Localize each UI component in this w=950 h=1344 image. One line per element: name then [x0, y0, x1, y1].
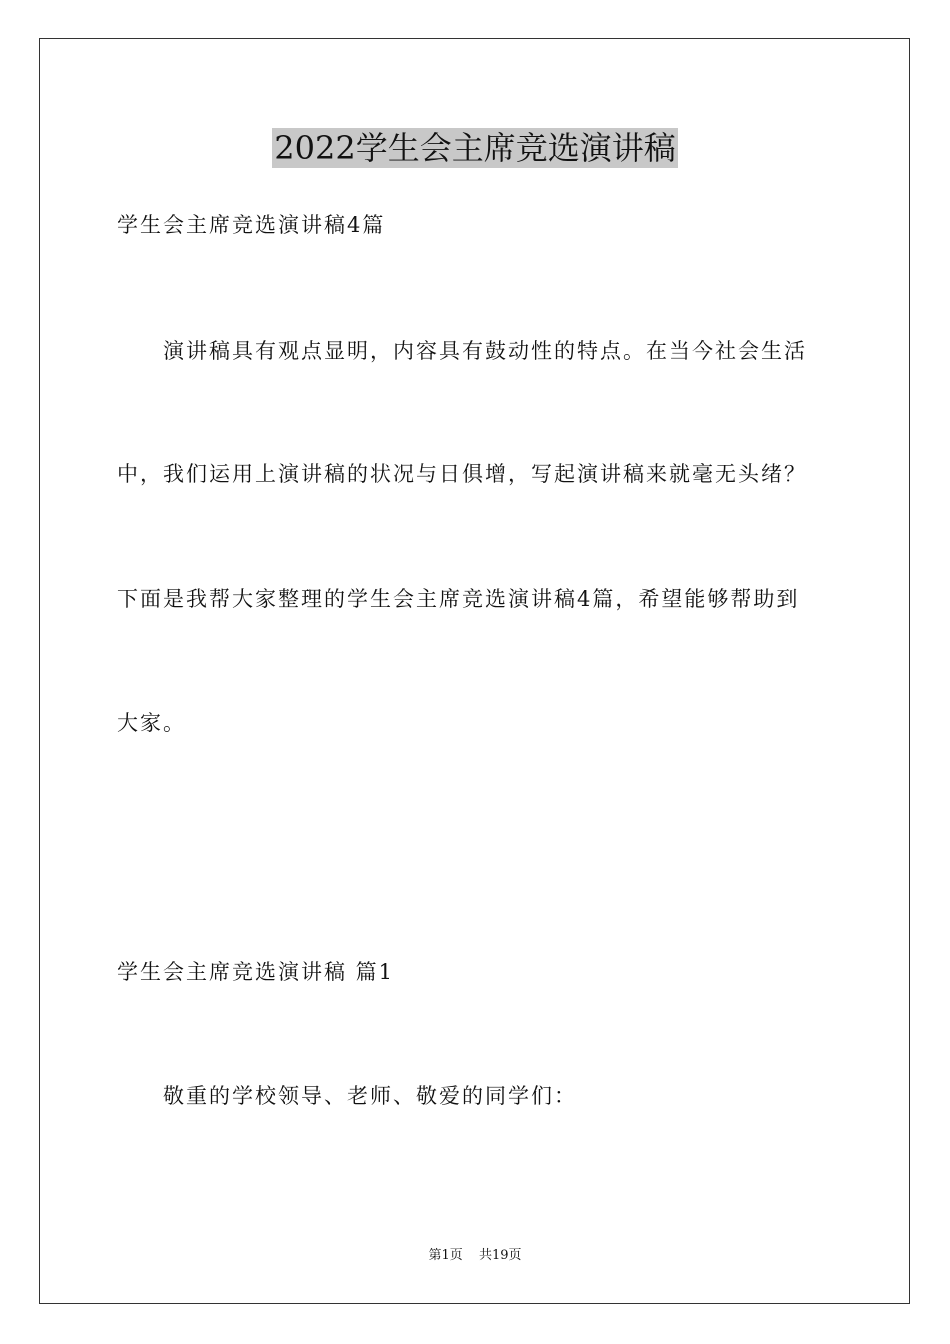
section-heading: 学生会主席竞选演讲稿 篇1 — [117, 960, 395, 984]
intro-line-3: 下面是我帮大家整理的学生会主席竞选演讲稿4篇，希望能够帮助到 — [117, 587, 800, 611]
page-footer — [0, 1247, 950, 1265]
page-total: 共19页 — [478, 1248, 522, 1263]
page-number: 第1页 — [428, 1248, 463, 1263]
intro-line-4: 大家。 — [117, 711, 186, 735]
title-container — [0, 128, 950, 168]
salutation: 敬重的学校领导、老师、敬爱的同学们： — [163, 1084, 577, 1108]
intro-line-1: 演讲稿具有观点显明，内容具有鼓动性的特点。在当今社会生活 — [163, 339, 807, 363]
document-title: 2022学生会主席竞选演讲稿 — [274, 129, 676, 167]
document-subtitle: 学生会主席竞选演讲稿4篇 — [117, 213, 386, 237]
intro-line-2: 中，我们运用上演讲稿的状况与日俱增，写起演讲稿来就毫无头绪？ — [117, 462, 807, 486]
